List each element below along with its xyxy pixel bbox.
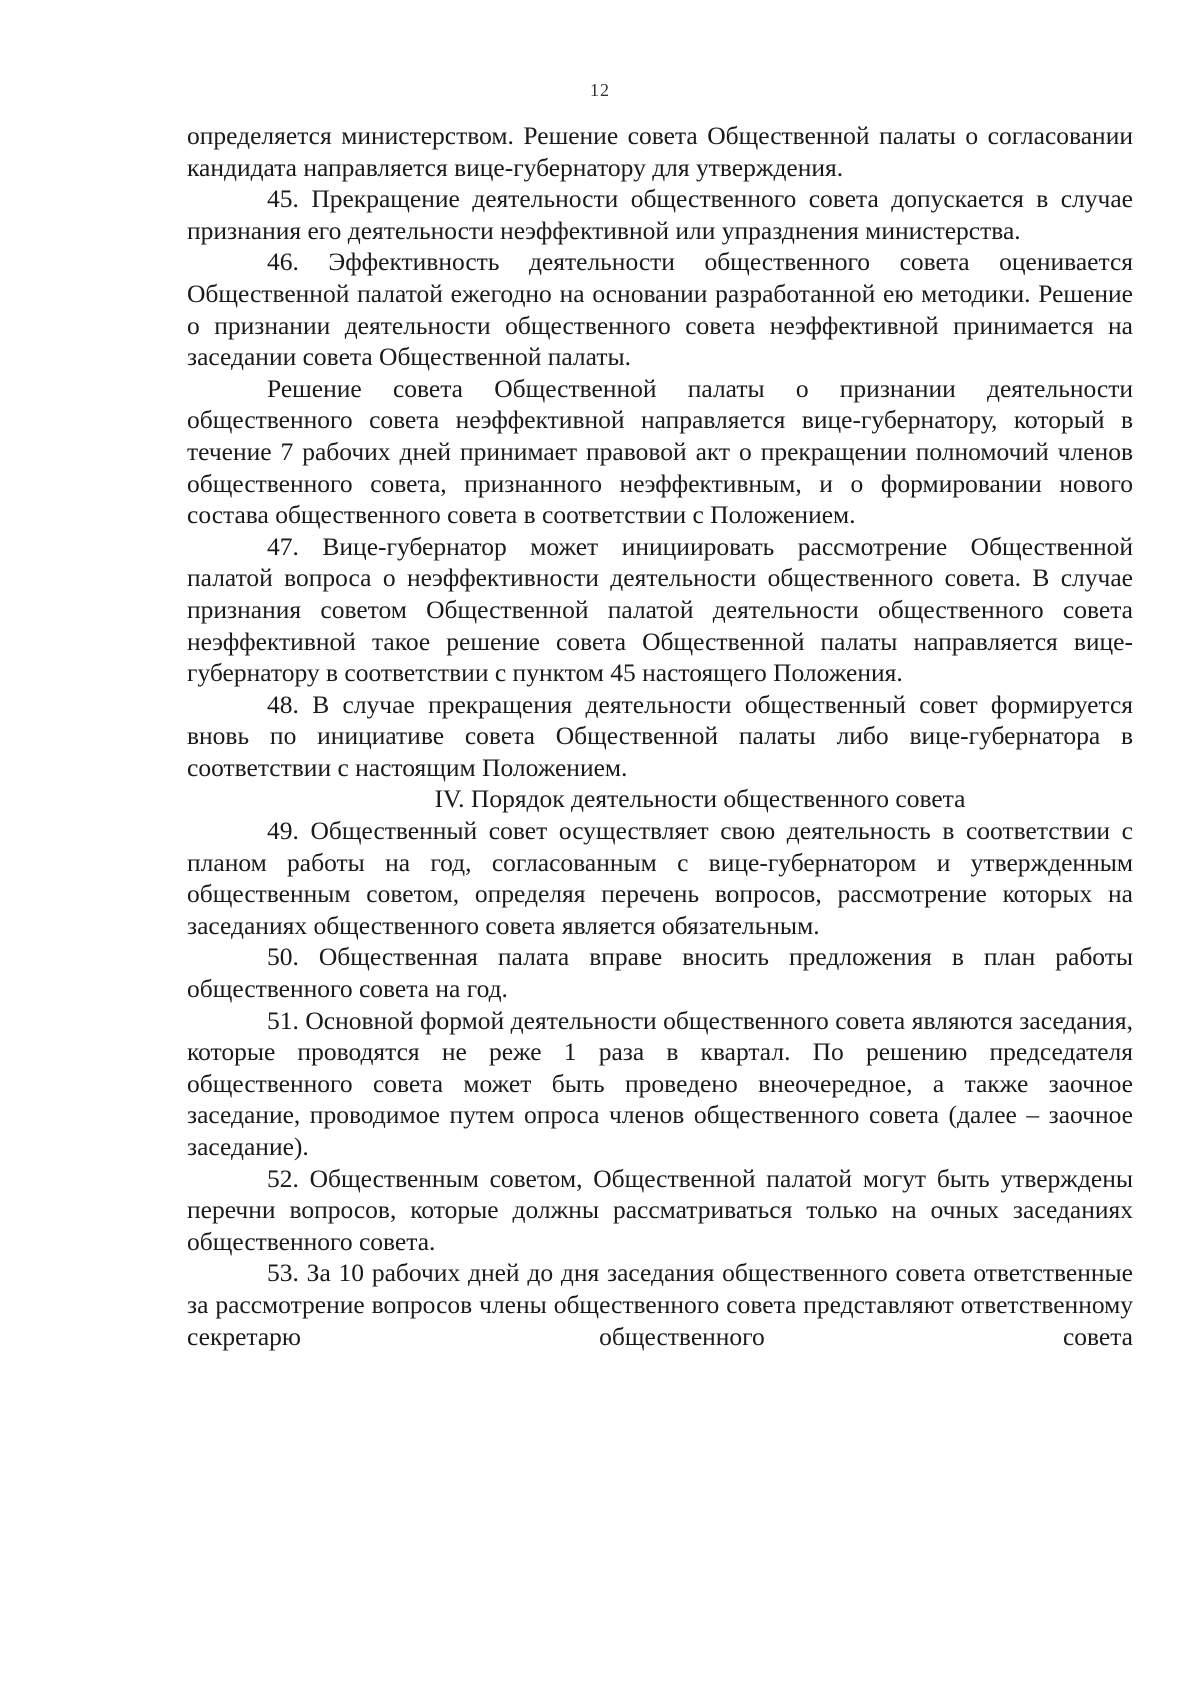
paragraph-continuation: определяется министерством. Решение совета Общественной палаты о согласовании кандидата направляется вице-губернатору для утверждения. (187, 121, 1133, 182)
section-heading: IV. Порядок деятельности общественного совета (434, 784, 966, 814)
page-number: 12 (590, 80, 610, 100)
paragraph-53: 53. За 10 рабочих дней до дня заседания общественного совета ответственные за рассмотрение вопросов члены общественного совета представляют ответственному секретарю общественного совета (187, 1258, 1133, 1351)
paragraph-45: 45. Прекращение деятельности общественного совета допускается в случае признания его деятельности неэффективной или упразднения министерства. (187, 184, 1133, 245)
paragraph-47: 47. Вице-губернатор может инициировать рассмотрение Общественной палатой вопроса о неэффективности деятельности общественного совета. В случае признания советом Общественной палатой деятельности общественного совета неэффективной такое решение совета Общественной палаты направляется вице-губернатору в соответствии с пунктом 45 настоящего Положения. (187, 531, 1133, 688)
paragraph-50: 50. Общественная палата вправе вносить предложения в план работы общественного совета на год. (187, 942, 1133, 1004)
paragraph-52: 52. Общественным советом, Общественной палатой могут быть утверждены перечни вопросов, которые должны рассматриваться только на очных заседаниях общественного совета. (187, 1163, 1133, 1256)
paragraph-49: 49. Общественный совет осуществляет свою деятельность в соответствии с планом работы на год, согласованным с вице-губернатором и утвержденным общественным советом, определяя перечень вопросов, рассмотрение которых на заседаниях общественного совета является обязательным. (187, 816, 1133, 940)
paragraph-46: 46. Эффективность деятельности общественного совета оценивается Общественной палатой ежегодно на основании разработанной ею методики. Решение о признании деятельности общественного совета неэффективной принимается на заседании совета Общественной палаты. (187, 247, 1133, 372)
paragraph-51: 51. Основной формой деятельности общественного совета являются заседания, которые проводятся не реже 1 раза в квартал. По решению председателя общественного совета может быть проведено внеочередное, а также заочное заседание, проводимое путем опроса членов общественного совета (далее – заочное заседание). (187, 1005, 1133, 1161)
document-body (187, 120, 1133, 1352)
paragraph-48: 48. В случае прекращения деятельности общественный совет формируется вновь по инициативе совета Общественной палаты либо вице-губернатора в соответствии с настоящим Положением. (187, 689, 1133, 782)
paragraph-46-decision: Решение совета Общественной палаты о признании деятельности общественного совета неэффективной направляется вице-губернатору, который в течение 7 рабочих дней принимает правовой акт о прекращении полномочий членов общественного совета, признанного неэффективным, и о формировании нового состава общественного совета в соответствии с Положением. (187, 373, 1133, 530)
